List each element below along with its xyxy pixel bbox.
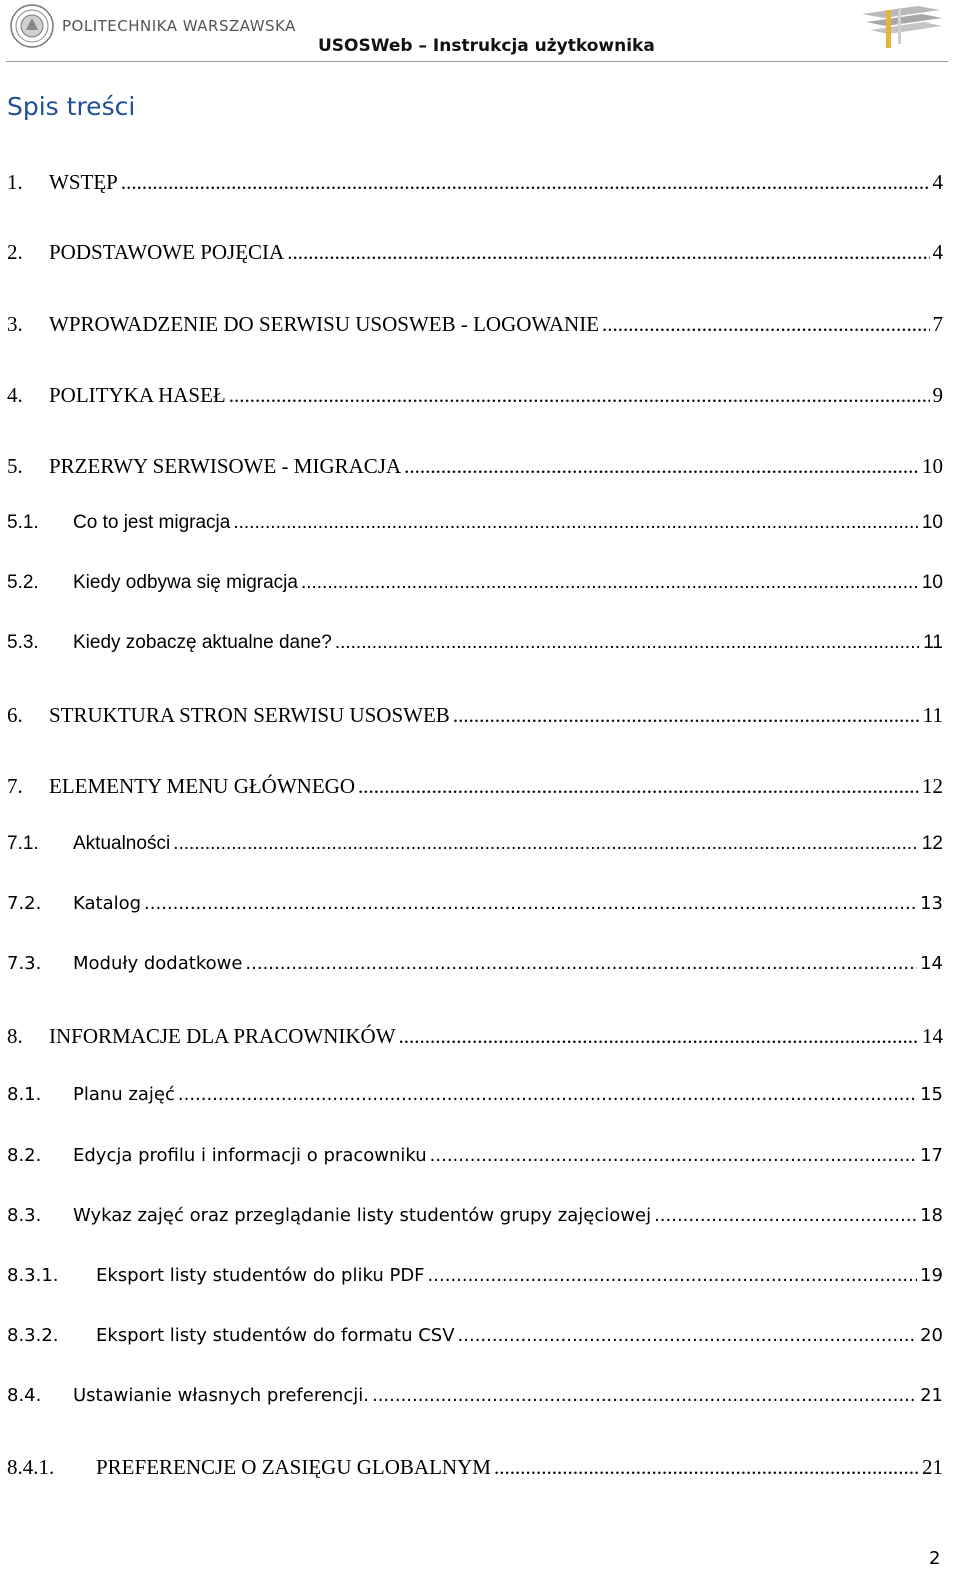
toc-entry-title: WSTĘP <box>49 170 118 194</box>
toc-entry[interactable] <box>7 572 943 594</box>
toc-entry-title: PODSTAWOWE POJĘCIA <box>49 240 285 264</box>
toc-entry-page: 7 <box>932 312 943 336</box>
toc-entry-page: 14 <box>920 953 943 974</box>
toc-entry-page: 21 <box>922 1455 943 1479</box>
toc-entry[interactable] <box>7 1455 943 1480</box>
toc-entry-page: 12 <box>921 833 943 854</box>
toc-dot-leader <box>121 170 930 195</box>
toc-entry-title: Kiedy odbywa się migracja <box>73 572 298 593</box>
toc-dot-leader <box>245 953 917 974</box>
toc-dot-leader <box>458 1325 918 1346</box>
toc-entry-page: 17 <box>920 1145 943 1166</box>
toc-entry-title: Aktualności <box>73 833 171 854</box>
toc-dot-leader <box>654 1205 917 1226</box>
toc-dot-leader <box>301 572 919 594</box>
toc-entry-title: Eksport listy studentów do pliku PDF <box>96 1265 425 1286</box>
toc-entry-title: POLITYKA HASEŁ <box>49 383 226 407</box>
document-title: USOSWeb – Instrukcja użytkownika <box>318 36 655 56</box>
toc-entry-number: 1. <box>7 170 23 194</box>
toc-entry-number: 5.2. <box>7 572 39 593</box>
toc-dot-leader <box>399 1024 919 1049</box>
toc-entry-number: 8.4.1. <box>7 1455 55 1479</box>
toc-entry-number: 8.1. <box>7 1084 42 1105</box>
toc-entry-page: 20 <box>920 1325 943 1346</box>
toc-entry[interactable] <box>7 1145 943 1166</box>
university-name: POLITECHNIKA WARSZAWSKA <box>62 17 296 35</box>
toc-entry[interactable] <box>7 454 943 479</box>
toc-dot-leader <box>602 312 929 337</box>
toc-dot-leader <box>494 1455 919 1480</box>
toc-entry-number: 8.3.2. <box>7 1325 59 1346</box>
toc-dot-leader <box>404 454 919 479</box>
toc-entry-title: Co to jest migracja <box>73 512 231 533</box>
toc-entry-number: 6. <box>7 703 23 727</box>
toc-entry-page: 11 <box>923 632 943 653</box>
toc-entry-title: PREFERENCJE O ZASIĘGU GLOBALNYM <box>96 1455 491 1479</box>
toc-entry-title: Kiedy zobaczę aktualne dane? <box>73 632 332 653</box>
toc-entry-number: 5.1. <box>7 512 39 533</box>
toc-entry-number: 3. <box>7 312 23 336</box>
toc-dot-leader <box>287 240 929 265</box>
toc-entry[interactable] <box>7 240 943 265</box>
toc-entry-title: ELEMENTY MENU GŁÓWNEGO <box>49 774 355 798</box>
toc-entry-page: 9 <box>932 383 943 407</box>
toc-entry[interactable] <box>7 170 943 195</box>
toc-entry-title: Eksport listy studentów do formatu CSV <box>96 1325 455 1346</box>
toc-dot-leader <box>229 383 930 408</box>
toc-entry[interactable] <box>7 1084 943 1105</box>
toc-entry-title: Moduły dodatkowe <box>73 953 243 974</box>
toc-dot-leader <box>173 833 919 855</box>
toc-dot-leader <box>358 774 919 799</box>
toc-dot-leader <box>430 1145 917 1166</box>
toc-entry-number: 5.3. <box>7 632 39 653</box>
toc-entry[interactable] <box>7 312 943 337</box>
toc-entry-number: 7.2. <box>7 893 42 914</box>
toc-entry-title: Ustawianie własnych preferencji. <box>73 1385 369 1406</box>
toc-entry-title: Planu zajęć <box>73 1084 175 1105</box>
toc-entry-page: 10 <box>921 512 943 533</box>
toc-entry[interactable] <box>7 1024 943 1049</box>
toc-entry-page: 18 <box>920 1205 943 1226</box>
toc-entry[interactable] <box>7 1205 943 1226</box>
toc-entry[interactable] <box>7 953 943 974</box>
toc-dot-leader <box>428 1265 918 1286</box>
toc-entry[interactable] <box>7 1385 943 1406</box>
toc-entry-title: Wykaz zajęć oraz przeglądanie listy studentów grupy zajęciowej <box>73 1205 652 1226</box>
toc-entry-title: STRUKTURA STRON SERWISU USOSWEB <box>49 703 450 727</box>
toc-entry-page: 14 <box>922 1024 943 1048</box>
toc-entry-title: PRZERWY SERWISOWE - MIGRACJA <box>49 454 402 478</box>
toc-entry-number: 8. <box>7 1024 23 1048</box>
toc-entry-page: 19 <box>920 1265 943 1286</box>
toc-dot-leader <box>178 1084 917 1105</box>
usos-logo-icon <box>858 4 944 50</box>
toc-entry-number: 7.1. <box>7 833 39 854</box>
toc-entry-number: 7.3. <box>7 953 42 974</box>
toc-entry-page: 4 <box>932 240 943 264</box>
toc-entry-page: 10 <box>921 572 943 593</box>
header-rule <box>6 61 948 62</box>
toc-entry-number: 7. <box>7 774 23 798</box>
toc-entry[interactable] <box>7 774 943 799</box>
toc-entry-title: Edycja profilu i informacji o pracowniku <box>73 1145 427 1166</box>
toc-entry[interactable] <box>7 1265 943 1286</box>
toc-heading: Spis treści <box>7 92 136 121</box>
toc-dot-leader <box>335 632 920 654</box>
toc-entry[interactable] <box>7 383 943 408</box>
toc-dot-leader <box>144 893 917 914</box>
toc-entry-page: 11 <box>922 703 943 727</box>
university-logo <box>10 4 296 48</box>
toc-dot-leader <box>372 1385 917 1406</box>
toc-entry[interactable] <box>7 1325 943 1346</box>
page-number: 2 <box>929 1548 941 1569</box>
toc-entry-number: 8.3. <box>7 1205 42 1226</box>
university-seal-icon <box>10 4 54 48</box>
toc-entry-number: 2. <box>7 240 23 264</box>
toc-entry-number: 8.2. <box>7 1145 42 1166</box>
toc-entry-page: 10 <box>922 454 943 478</box>
toc-entry[interactable] <box>7 632 943 654</box>
toc-dot-leader <box>453 703 920 728</box>
toc-entry-number: 8.4. <box>7 1385 42 1406</box>
toc-entry-title: Katalog <box>73 893 142 914</box>
toc-entry-title: INFORMACJE DLA PRACOWNIKÓW <box>49 1024 396 1048</box>
toc-dot-leader <box>233 512 919 534</box>
toc-entry-page: 21 <box>920 1385 943 1406</box>
toc-entry-page: 13 <box>920 893 943 914</box>
toc-entry[interactable] <box>7 893 943 914</box>
toc-entry-page: 12 <box>922 774 943 798</box>
toc-entry-number: 5. <box>7 454 23 478</box>
page-header <box>0 0 960 64</box>
toc-entry-number: 8.3.1. <box>7 1265 59 1286</box>
toc-entry[interactable] <box>7 703 943 728</box>
toc-entry-number: 4. <box>7 383 23 407</box>
toc-entry[interactable] <box>7 512 943 534</box>
toc-entry-page: 15 <box>920 1084 943 1105</box>
toc-entry[interactable] <box>7 833 943 855</box>
toc-entry-title: WPROWADZENIE DO SERWISU USOSWEB - LOGOWANIE <box>49 312 600 336</box>
toc-entry-page: 4 <box>932 170 943 194</box>
